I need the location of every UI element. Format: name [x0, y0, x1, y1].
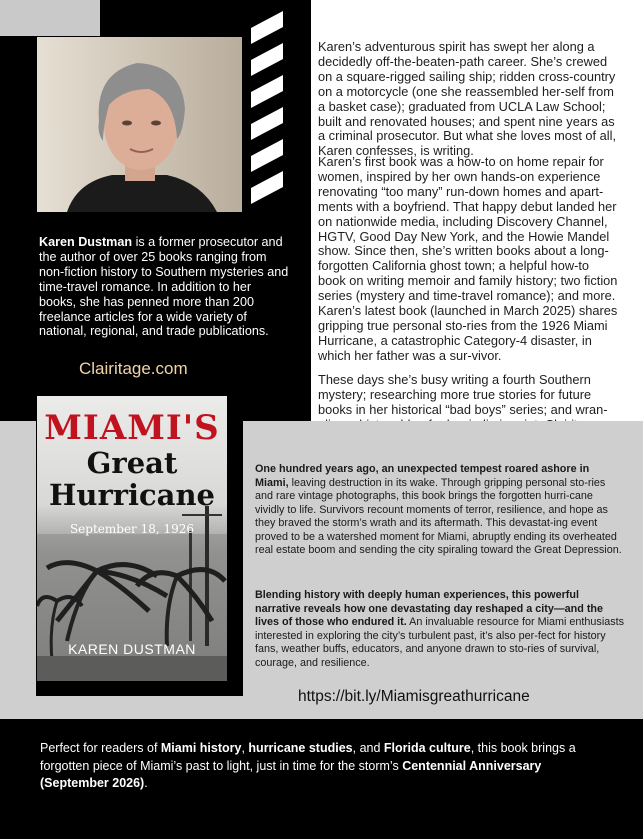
book-cover	[37, 396, 227, 681]
description-lead: Blending history with deeply human experiences, this powerful narrative reveals how one devastating day reshaped a city—and the lives of those who endured it.	[255, 589, 604, 628]
description-paragraph-2	[255, 589, 625, 670]
footer-keyword: hurricane studies	[248, 741, 353, 755]
footer-keyword: Miami history	[160, 741, 242, 755]
cover-title-hurricane: Hurricane	[48, 478, 216, 512]
author-name: Karen Dustman	[39, 235, 133, 249]
film-strip-bar	[251, 43, 283, 76]
film-strip-bar	[251, 11, 283, 44]
bottom-gray-strip	[0, 696, 243, 719]
top-left-gray-block	[0, 0, 100, 36]
author-blurb-text: is a former prosecutor and the author of over 25 books ranging from non-fiction history to Southern mysteries and time-travel romance. In addition to her books, she has penned more than 200 freelance articles for a wide variety of national, regional, and trade publications.	[39, 235, 289, 339]
footer-segment: , and	[352, 741, 384, 755]
cover-title-great: Great	[86, 446, 178, 480]
footer-keyword: Centennial Anniversary (September 2026)	[40, 758, 542, 790]
description-body: leaving destruction in its wake. Through gripping personal sto-ries and rare vintage photographs, this book brings the forgotten hurri-cane vividly to life. Survivors recount moments of terror, resilience, and hope as they braved the storm’s wrath and its aftermath. This devastat-ing event proved to be a watershed moment for Miami, abruptly ending its overheated real estate boom and sending the city spiraling toward the Great Depression.	[255, 476, 622, 556]
description-paragraph-1	[255, 463, 625, 558]
footer-text	[40, 740, 600, 793]
film-strip-bar	[251, 139, 283, 172]
author-blurb	[39, 235, 291, 339]
portrait-photo-icon	[37, 37, 242, 212]
left-gray-strip	[0, 421, 36, 697]
cover-author: KAREN DUSTMAN	[68, 641, 196, 657]
footer-segment: Perfect for readers of	[40, 741, 161, 755]
footer-segment: ,	[241, 741, 249, 755]
description-body: An invaluable resource for Miami enthusiasts interested in exploring the city’s turbulent past, it’s also per-fect for history fans, weather buffs, educators, and anyone drawn to sto-ries of survival, courage, and resilience.	[255, 616, 625, 669]
book-url-link[interactable]: https://bit.ly/Miamisgreathurricane	[298, 688, 530, 705]
film-strip-decoration	[251, 20, 283, 204]
footer-segment: .	[144, 776, 148, 790]
film-strip-bar	[251, 171, 283, 204]
footer-segment: , this book brings a forgotten piece of Miami’s past to light, just in time for the storm’s	[40, 741, 576, 773]
bio-paragraph-3: These days she’s busy writing a fourth Southern mystery; researching more true stories for future books in her historical “bad boys” series; and wran-	[318, 372, 608, 417]
bio-paragraph-1: Karen’s adventurous spirit has swept her along a decidedly off-the-beaten-path career. She’s crewed on a square-rigged sailing ship; ridden cross-country on a motorcycle (one she reassembled her-self from a basket case); graduated from UCLA Law School; built and renovated houses; and spent nine years as a criminal prosecutor. But what she loves most of all, Karen confesses, is writing.	[318, 39, 617, 159]
author-photo	[37, 37, 242, 212]
bio-paragraph-2: Karen’s first book was a how-to on home repair for women, inspired by her own hands-on experience renovating “too many” run-down homes and apart-ments with a boyfriend. That happy debut landed her on nationwide media, including Discovery Channel, HGTV, Good Day New York, and the Howie Mandel show. Since then, she’s written books about a long-forgotten California ghost town; a helpful how-to book on writing memoir and family history; two fiction series (mystery and time-travel romance); and more. Karen’s latest book (launched in March 2025) shares gripping true personal sto-ries from the 1926 Miami Hurricane, a catastrophic Category-4 disaster, in which her father was a sur-vivor.	[318, 154, 618, 363]
footer-keyword: Florida culture	[383, 741, 471, 755]
website-link[interactable]: Clairitage.com	[79, 359, 188, 378]
film-strip-bar	[251, 75, 283, 108]
cover-date: September 18, 1926	[69, 522, 195, 536]
film-strip-bar	[251, 107, 283, 140]
description-lead: One hundred years ago, an unexpected tempest roared ashore in Miami,	[255, 463, 590, 489]
cover-title-miami: MIAMI'S	[44, 408, 220, 448]
